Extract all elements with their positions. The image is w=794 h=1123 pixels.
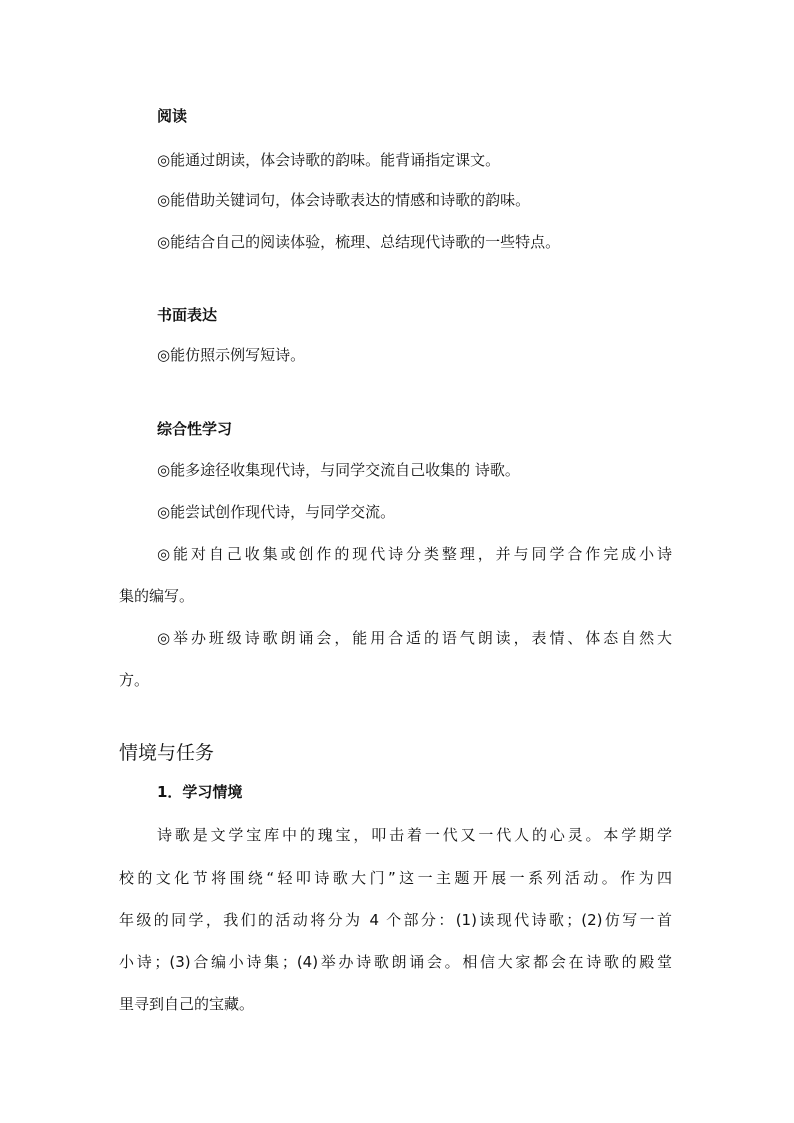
- situation-line-1: 诗歌是文学宝库中的瑰宝，叩击着一代又一代人的心灵。本学期学: [157, 826, 672, 844]
- integrated-item-3-line-2: 集的编写。: [119, 587, 195, 605]
- situation-line-2: 校的文化节将围绕“轻叩诗歌大门”这一主题开展一系列活动。作为四: [119, 869, 672, 887]
- integrated-item-1: ◎能多途径收集现代诗，与同学交流自己收集的 诗歌。: [157, 461, 520, 479]
- writing-item-1: ◎能仿照示例写短诗。: [157, 346, 306, 364]
- situation-title: 情境与任务: [119, 742, 215, 764]
- reading-item-2: ◎能借助关键词句，体会诗歌表达的情感和诗歌的韵味。: [157, 191, 531, 209]
- reading-item-3: ◎能结合自己的阅读体验，梳理、总结现代诗歌的一些特点。: [157, 233, 561, 251]
- section-heading-reading: 阅读: [157, 107, 188, 125]
- situation-subheading: 1．学习情境: [157, 783, 243, 801]
- integrated-item-2: ◎能尝试创作现代诗，与同学交流。: [157, 503, 396, 521]
- reading-item-1: ◎能通过朗读，体会诗歌的韵味。能背诵指定课文。: [157, 151, 501, 169]
- situation-line-5: 里寻到自己的宝藏。: [119, 995, 255, 1013]
- integrated-item-4-line-1: ◎举办班级诗歌朗诵会，能用合适的语气朗读，表情、体态自然大: [157, 629, 672, 647]
- section-heading-writing: 书面表达: [157, 306, 218, 324]
- section-heading-integrated: 综合性学习: [157, 420, 233, 438]
- situation-line-4: 小诗；(3)合编小诗集；(4)举办诗歌朗诵会。相信大家都会在诗歌的殿堂: [119, 953, 672, 971]
- integrated-item-3-line-1: ◎能对自己收集或创作的现代诗分类整理，并与同学合作完成小诗: [157, 545, 672, 563]
- integrated-item-4-line-2: 方。: [119, 671, 150, 689]
- situation-line-3: 年级的同学，我们的活动将分为 4 个部分：(1)读现代诗歌；(2)仿写一首: [119, 911, 672, 929]
